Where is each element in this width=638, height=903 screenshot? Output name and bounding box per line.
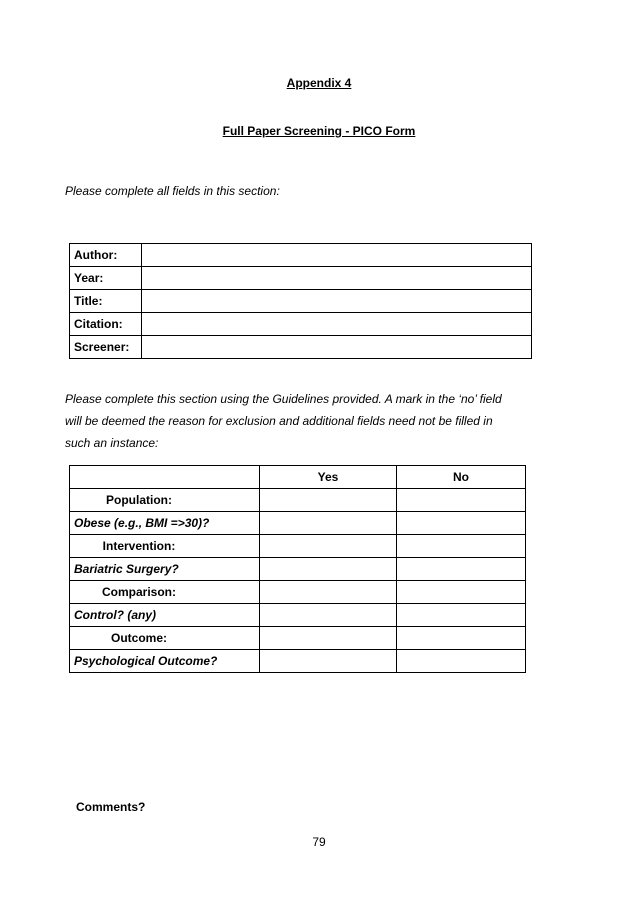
table-row (70, 290, 532, 313)
citation-field[interactable] (142, 313, 532, 336)
comparison-yes-cell[interactable] (260, 581, 397, 604)
outcome-no-cell[interactable] (397, 627, 526, 650)
intervention-question-no-cell[interactable] (397, 558, 526, 581)
table-row (70, 512, 526, 535)
comments-label: Comments? (76, 800, 146, 814)
table-header-row (70, 466, 526, 489)
intervention-question-yes-cell[interactable] (260, 558, 397, 581)
table-row (70, 627, 526, 650)
table-row (70, 489, 526, 512)
intervention-category: Intervention: (70, 535, 260, 558)
year-label: Year: (70, 267, 142, 290)
yes-column-header: Yes (260, 466, 397, 489)
population-category: Population: (70, 489, 260, 512)
pico-criteria-table (69, 465, 526, 673)
comparison-category: Comparison: (70, 581, 260, 604)
table-row (70, 650, 526, 673)
section2-instruction (65, 388, 555, 454)
instruction-line: Please complete this section using the Guidelines provided. A mark in the ‘no’ field (65, 392, 502, 406)
section1-instruction: Please complete all fields in this section: (65, 184, 280, 198)
outcome-question-yes-cell[interactable] (260, 650, 397, 673)
table-row (70, 604, 526, 627)
intervention-yes-cell[interactable] (260, 535, 397, 558)
author-label: Author: (70, 244, 142, 267)
outcome-category: Outcome: (70, 627, 260, 650)
population-question: Obese (e.g., BMI =>30)? (70, 512, 260, 535)
table-row (70, 313, 532, 336)
comparison-question-yes-cell[interactable] (260, 604, 397, 627)
screener-field[interactable] (142, 336, 532, 359)
population-question-yes-cell[interactable] (260, 512, 397, 535)
no-column-header: No (397, 466, 526, 489)
page-number: 79 (312, 835, 326, 849)
year-field[interactable] (142, 267, 532, 290)
table-row (70, 244, 532, 267)
title-field[interactable] (142, 290, 532, 313)
outcome-question-no-cell[interactable] (397, 650, 526, 673)
table-row (70, 558, 526, 581)
citation-label: Citation: (70, 313, 142, 336)
intervention-question: Bariatric Surgery? (70, 558, 260, 581)
population-question-no-cell[interactable] (397, 512, 526, 535)
appendix-heading: Appendix 4 (286, 76, 352, 90)
instruction-line: will be deemed the reason for exclusion and additional fields need not be filled in (65, 414, 493, 428)
population-yes-cell[interactable] (260, 489, 397, 512)
intervention-no-cell[interactable] (397, 535, 526, 558)
author-field[interactable] (142, 244, 532, 267)
table-row (70, 267, 532, 290)
table-row (70, 336, 532, 359)
comparison-question-no-cell[interactable] (397, 604, 526, 627)
table-row (70, 535, 526, 558)
comparison-no-cell[interactable] (397, 581, 526, 604)
outcome-question: Psychological Outcome? (70, 650, 260, 673)
table-row (70, 581, 526, 604)
population-no-cell[interactable] (397, 489, 526, 512)
instruction-line: such an instance: (65, 436, 159, 450)
header-blank-cell (70, 466, 260, 489)
comparison-question: Control? (any) (70, 604, 260, 627)
outcome-yes-cell[interactable] (260, 627, 397, 650)
screener-label: Screener: (70, 336, 142, 359)
title-label: Title: (70, 290, 142, 313)
form-title: Full Paper Screening - PICO Form (222, 124, 416, 138)
bibliographic-info-table (69, 243, 532, 359)
